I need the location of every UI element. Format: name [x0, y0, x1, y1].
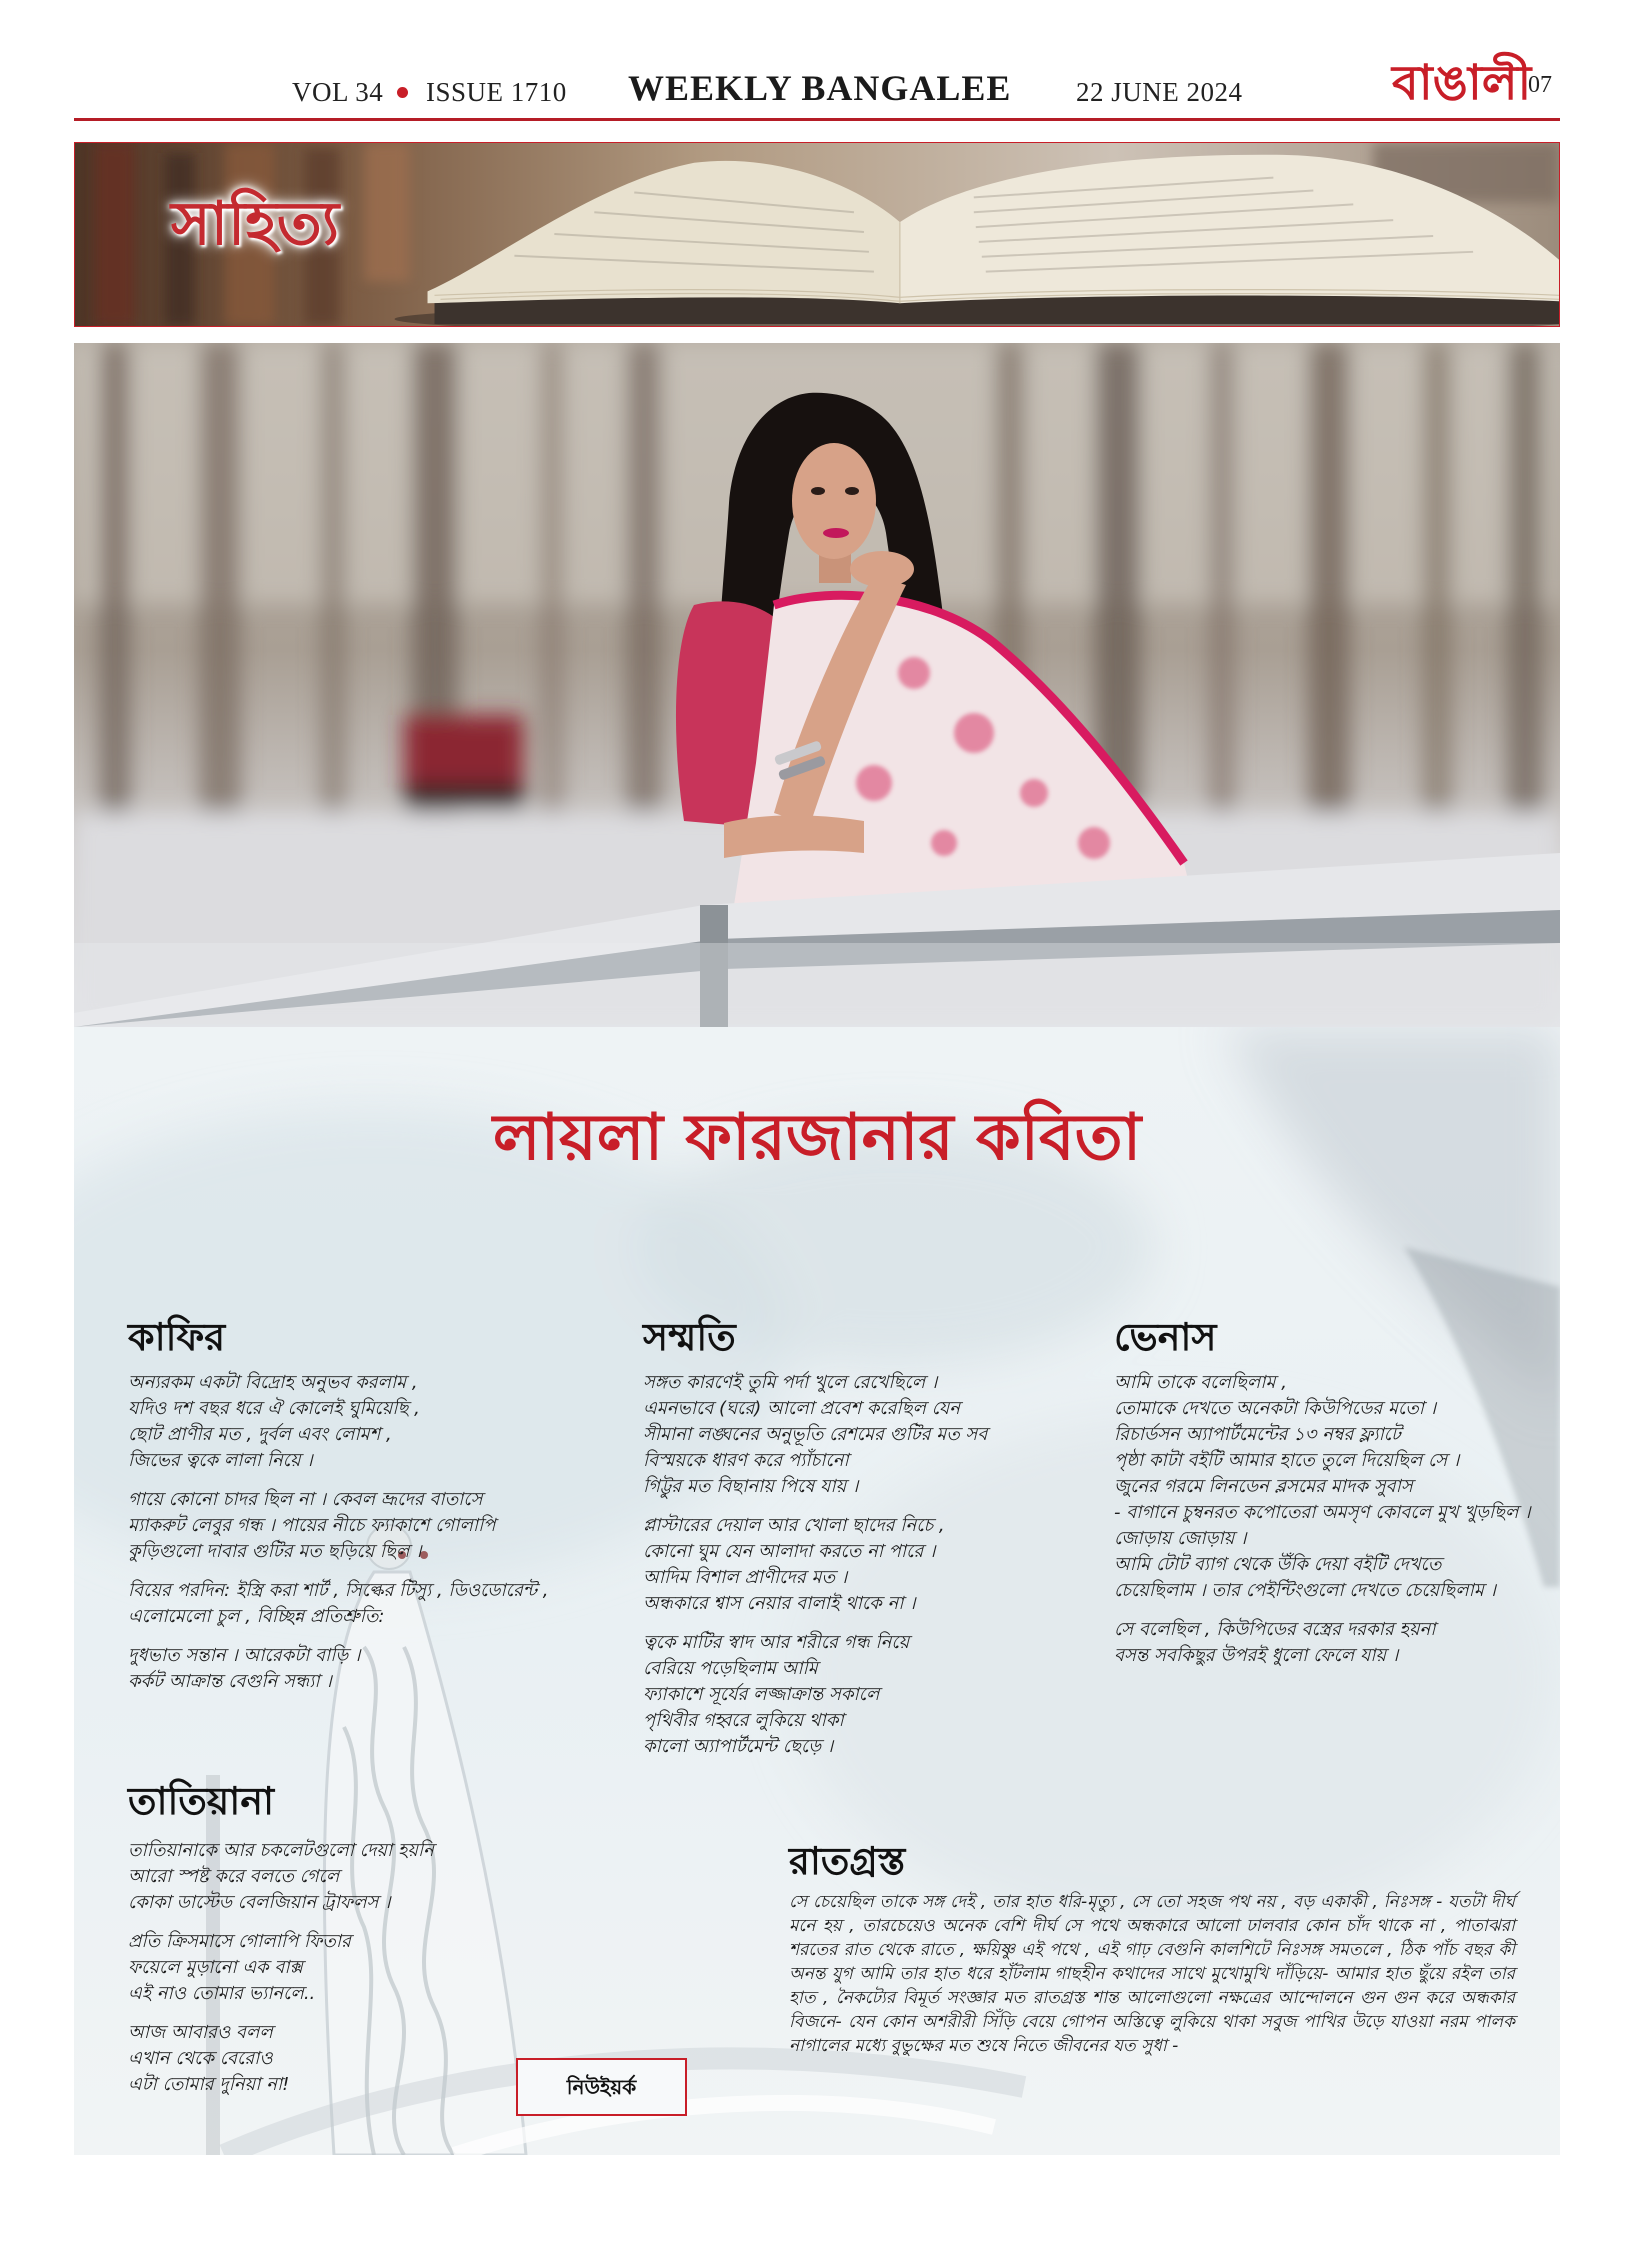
poem-title-tatiyana: তাতিয়ানা [128, 1778, 275, 1823]
stanza: গায়ে কোনো চাদর ছিল না । কেবল ভ্রূদের বাতাসে ম্যাকরুট লেবুর গন্ধ । পায়ের নীচে ফ্যাকাশে গোলাপি কুড়িগুলো দাবার গুটির মত ছড়িয়ে ছিল । [128, 1489, 496, 1562]
stanza: দুধভাত সন্তান । আরেকটা বাড়ি । কর্কট আক্রান্ত বেগুনি সন্ধ্যা । [128, 1645, 361, 1692]
issue-number: ISSUE 1710 [426, 77, 567, 107]
section-banner [74, 142, 1560, 327]
stanza: প্লাস্টারের দেয়াল আর খোলা ছাদের নিচে , কোনো ঘুম যেন আলাদা করতে না পারে । আদিম বিশাল প্রাণীদের মত । অন্ধকারে শ্বাস নেয়ার বালাই থাকে না । [643, 1515, 945, 1614]
stanza: ত্বকে মাটির স্বাদ আর শরীরে গন্ধ নিয়ে বেরিয়ে পড়েছিলাম আমি ফ্যাকাশে সূর্যের লজ্জাক্রান্ত সকালে পৃথিবীর গহ্বরে লুকিয়ে থাকা কালো অ্যাপার্টমেন্ট ছেড়ে । [643, 1632, 910, 1757]
poem-body-kafir [128, 1370, 598, 1708]
stanza: আজ আবারও বলল এখান থেকে বেরোও এটা তোমার দুনিয়া না! [128, 2022, 290, 2095]
stanza: সে বলেছিল , কিউপিডের বস্ত্রের দরকার হয়না বসন্ত সবকিছুর উপরই ধুলো ফেলে যায় । [1114, 1619, 1436, 1666]
stanza: তাতিয়ানাকে আর চকলেটগুলো দেয়া হয়নি আরো স্পষ্ট করে বলতে গেলে কোকা ডাস্টেড বেলজিয়ান ট্রাফলস । [128, 1840, 434, 1913]
poem-title-sammati: সম্মতি [643, 1314, 736, 1359]
feature-title: লায়লা ফারজানার কবিতা [492, 1101, 1142, 1175]
issue-date: 22 JUNE 2024 [1076, 77, 1243, 107]
poem-body-sammati [643, 1370, 1083, 1773]
stanza: আমি তাকে বলেছিলাম , তোমাকে দেখতে অনেকটা কিউপিডের মতো । রিচার্ডসন অ্যাপার্টমেন্টের ১৩ নম্বর ফ্ল্যাটে পৃষ্ঠা কাটা বইটি আমার হাতে তুলে দিয়েছিল সে । জুনের গরমে লিনডেন ব্লসমের মাদক সুবাস - বাগানে চুম্বনরত কপোতেরা অমসৃণ কোবলে মুখ খুড়ছিল । জোড়ায় জোড়ায় । আমি টোট ব্যাগ থেকে উঁকি দেয়া বইটি দেখতে চেয়েছিলাম । তার পেইন্টিংগুলো দেখতে চেয়েছিলাম । [1114, 1372, 1531, 1601]
poem-title-kafir: কাফির [128, 1314, 226, 1359]
location-box: নিউইয়র্ক [516, 2058, 687, 2116]
poem-body-venus [1114, 1370, 1554, 1682]
poem-body-ratgrasta: সে চেয়েছিল তাকে সঙ্গ দেই , তার হাত ধরি-মৃত্যু , সে তো সহজ পথ নয় , বড় একাকী , নিঃসঙ্গ - যতটা দীর্ঘ মনে হয় , তারচেয়েও অনেক বেশি দীর্ঘ সে পথে অন্ধকারে আলো ঢালবার কোন চাঁদ থাকে না , পাতাঝরা শরতের রাত থেকে রাতে , ক্ষয়িষ্ণু এই পথে , এই গাঢ় বেগুনি কালশিটে নিঃসঙ্গ সমতলে , ঠিক পাঁচ বছর কী অনন্ত যুগ আমি তার হাত ধরে হাঁটলাম গাছহীন কথাদের সাথে মুখোমুখি দাঁড়িয়ে- আমার হাত ছুঁয়ে রইল তার হাত , নৈকট্যের বিমূর্ত সংজ্ঞার মত রাতগ্রস্ত শান্ত আলোগুলো নক্ষত্রের আন্দোলনে গুন গুন করে অন্ধকার বিজনে- যেন কোন অশরীরী সিঁড়ি বেয়ে গোপন অস্তিত্বে লুকিয়ে থাকা সবুজ পাখির উড়ে যাওয়া নরম পালক নাগালের মধ্যে বুভুক্ষের মত শুষে নিতে জীবনের যত সুধা - [789, 1892, 1515, 2056]
section-title: সাহিত্য [171, 189, 340, 259]
stanza: সঙ্গত কারণেই তুমি পর্দা খুলে রেখেছিলে । এমনভাবে (ঘরে) আলো প্রবেশ করেছিল যেন সীমানা লঙ্ঘনের অনুভূতি রেশমের গুটির মত সব বিস্ময়কে ধারণ করে প্যাঁচানো গিট্টুর মত বিছানায় পিষে যায় । [643, 1372, 988, 1497]
header-rule [74, 118, 1560, 121]
volume-number: VOL 34 [292, 77, 384, 107]
stanza: অন্যরকম একটা বিদ্রোহ অনুভব করলাম , যদিও দশ বছর ধরে ঐ কোলেই ঘুমিয়েছি , ছোট প্রাণীর মত , দুর্বল এবং লোমশ , জিভের ত্বকে লালা নিয়ে । [128, 1372, 420, 1471]
publication-logo: বাঙালী [1392, 55, 1532, 111]
publication-name: WEEKLY BANGALEE [628, 68, 1012, 108]
poet-photo [74, 343, 1560, 1027]
stanza: প্রতি ক্রিসমাসে গোলাপি ফিতার ফয়েলে মুড়ানো এক বাক্স এই নাও তোমার ভ্যানলে.. [128, 1931, 351, 2004]
page-number: 07 [1528, 72, 1552, 98]
poem-title-ratgrasta: রাতগ্রস্ত [789, 1838, 906, 1883]
poet-portrait-image [74, 343, 1560, 1027]
separator-dot-icon [397, 87, 408, 98]
stanza: বিয়ের পরদিন: ইস্ত্রি করা শার্ট , সিল্কের টিস্যু , ডিওডোরেন্ট , এলোমেলো চুল , বিচ্ছিন্ন প্রতিশ্রুতি: [128, 1580, 549, 1627]
poem-title-venus: ভেনাস [1114, 1314, 1217, 1359]
